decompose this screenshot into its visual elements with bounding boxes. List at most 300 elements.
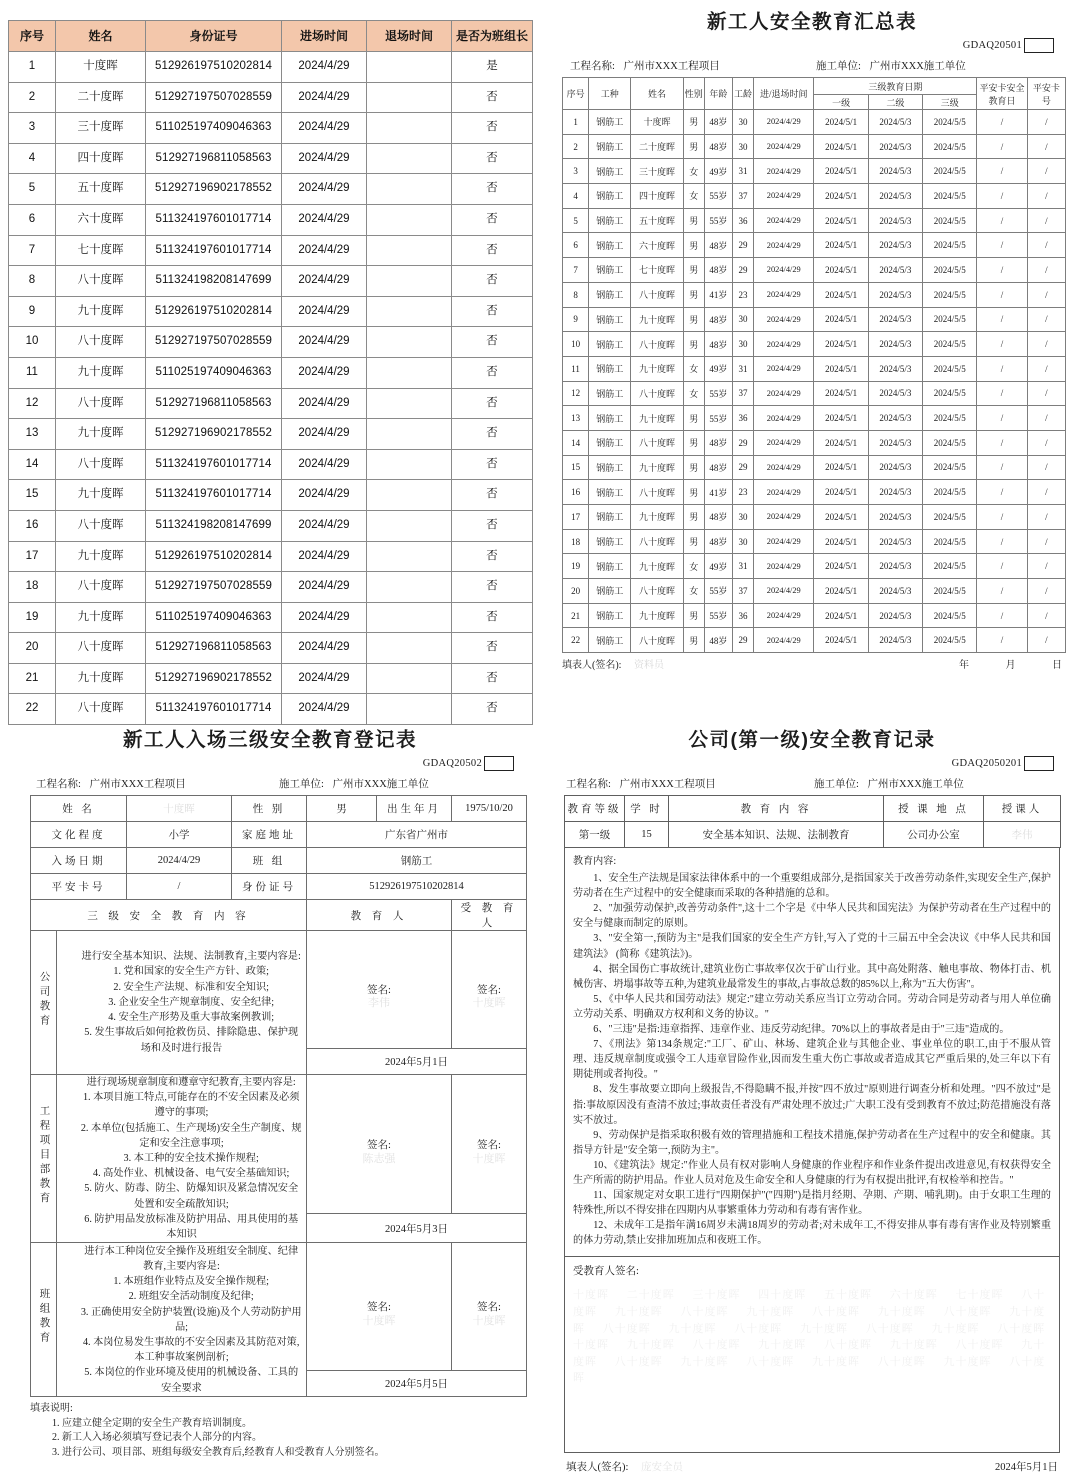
table-row (9, 52, 533, 83)
roster-cell-entry: 2024/4/29 (282, 204, 367, 235)
roster-cell-entry: 2024/4/29 (282, 388, 367, 419)
summary-cell-lv1: 2024/5/1 (814, 307, 868, 332)
summary-cell-age: 55岁 (704, 208, 732, 233)
registration-level-item: 1. 本项目施工特点,可能存在的不安全因素及必须遵守的事项; (82, 1092, 300, 1119)
summary-cell-inout: 2024/4/29 (754, 134, 814, 159)
roster-cell-entry: 2024/4/29 (282, 633, 367, 664)
roster-header-row (9, 21, 533, 52)
summary-cell-inout: 2024/4/29 (754, 208, 814, 233)
roster-cell-name: 二十度晖 (56, 82, 146, 113)
summary-col-name: 姓名 (631, 78, 683, 110)
roster-cell-no: 4 (9, 143, 56, 174)
summary-col-card-no: 平安卡号 (1027, 78, 1065, 110)
record-place-value: 公司办公室 (884, 822, 984, 848)
registration-educatee-sign-cell[interactable] (452, 931, 527, 1049)
registration-row-education (31, 822, 527, 848)
summary-cell-lv2: 2024/5/3 (868, 505, 922, 530)
summary-cell-worklen: 29 (732, 455, 753, 480)
roster-cell-name: 八十度晖 (56, 694, 146, 725)
registration-form-panel (8, 724, 532, 1461)
summary-cell-card-edu: / (977, 554, 1027, 579)
summary-cell-card-no: / (1027, 554, 1065, 579)
roster-cell-name: 九十度晖 (56, 419, 146, 450)
summary-cell-card-edu: / (977, 356, 1027, 381)
summary-cell-lv1: 2024/5/1 (814, 184, 868, 209)
summary-cell-name: 八十度晖 (631, 529, 683, 554)
roster-cell-name: 八十度晖 (56, 510, 146, 541)
summary-cell-card-edu: / (977, 430, 1027, 455)
summary-cell-no: 8 (563, 282, 589, 307)
roster-cell-no: 3 (9, 113, 56, 144)
registration-sign-label: 签名: (367, 1139, 391, 1151)
summary-cell-card-no: / (1027, 159, 1065, 184)
record-unit-value: 广州市XXX施工单位 (867, 779, 964, 790)
roster-cell-no: 11 (9, 357, 56, 388)
table-row (9, 694, 533, 725)
roster-cell-name: 五十度晖 (56, 174, 146, 205)
reg-sex-value[interactable]: 男 (307, 796, 377, 822)
summary-cell-name: 八十度晖 (631, 480, 683, 505)
summary-cell-inout: 2024/4/29 (754, 258, 814, 283)
summary-cell-lv2: 2024/5/3 (868, 110, 922, 135)
table-row (563, 628, 1066, 653)
summary-cell-name: 八十度晖 (631, 381, 683, 406)
record-body-item: 7、《刑法》第134条规定:"工厂、矿山、林场、建筑企业与其他企业、事业单位的职工,由于不服从管理、违反规章制度或强令工人违章冒险作业,因而发生重大伤亡事故或者造成其它严重后果的,处三年以下有期徒刑或者拘役。" (573, 1039, 1051, 1081)
summary-cell-card-edu: / (977, 110, 1027, 135)
summary-cell-lv2: 2024/5/3 (868, 603, 922, 628)
summary-cell-lv2: 2024/5/3 (868, 554, 922, 579)
roster-cell-exit (367, 82, 452, 113)
record-body-item: 10、《建筑法》规定:"作业人员有权对影响人身健康的作业程序和作业条件提出改进意见,有权获得安全生产所需的防护用品。作业人员对危及生命安全和人身健康的行为有权提出批评,有权检举和控告。" (573, 1159, 1051, 1186)
reg-edu-value[interactable]: 小学 (127, 822, 232, 848)
roster-cell-leader: 否 (452, 174, 533, 205)
summary-cell-lv3: 2024/5/5 (923, 455, 977, 480)
registration-note-item: 2. 新工人入场必须填写登记表个人部分的内容。 (52, 1432, 262, 1444)
registration-note-item: 3. 进行公司、项目部、班组每级安全教育后,经教育人和受教育人分别签名。 (52, 1447, 385, 1459)
summary-cell-lv2: 2024/5/3 (868, 258, 922, 283)
table-row (563, 307, 1066, 332)
roster-cell-entry: 2024/4/29 (282, 694, 367, 725)
summary-cell-no: 1 (563, 110, 589, 135)
summary-cell-lv2: 2024/5/3 (868, 480, 922, 505)
safety-education-summary-panel (552, 6, 1072, 671)
registration-level-item: 3. 企业安全生产规章制度、安全纪律; (108, 996, 275, 1008)
summary-cell-lv1: 2024/5/1 (814, 603, 868, 628)
reg-birth-label: 出生年月 (377, 796, 452, 822)
reg-addr-label: 家庭地址 (232, 822, 307, 848)
roster-cell-leader: 否 (452, 113, 533, 144)
summary-cell-lv3: 2024/5/5 (923, 381, 977, 406)
summary-cell-inout: 2024/4/29 (754, 356, 814, 381)
summary-cell-name: 二十度晖 (631, 134, 683, 159)
roster-cell-entry: 2024/4/29 (282, 235, 367, 266)
summary-cell-name: 三十度晖 (631, 159, 683, 184)
reg-idno-label: 身份证号 (232, 874, 307, 900)
summary-cell-worklen: 29 (732, 628, 753, 653)
record-footer-signature: 庞安全员 (641, 1462, 684, 1474)
summary-cell-age: 55岁 (704, 381, 732, 406)
summary-cell-lv3: 2024/5/5 (923, 406, 977, 431)
registration-level-side-text: 班组教育 (38, 1288, 50, 1347)
table-row (9, 296, 533, 327)
record-project-value: 广州市XXX工程项目 (619, 779, 716, 790)
summary-cell-lv3: 2024/5/5 (923, 505, 977, 530)
summary-cell-lv3: 2024/5/5 (923, 184, 977, 209)
summary-cell-age: 55岁 (704, 406, 732, 431)
summary-cell-age: 48岁 (704, 233, 732, 258)
roster-cell-id: 511324198208147699 (146, 266, 282, 297)
summary-cell-lv1: 2024/5/1 (814, 208, 868, 233)
reg-team-value[interactable]: 钢筋工 (307, 848, 527, 874)
summary-cell-trade: 钢筋工 (589, 356, 631, 381)
registration-level-content (57, 1243, 307, 1397)
summary-cell-lv3: 2024/5/5 (923, 307, 977, 332)
roster-col-entry: 进场时间 (282, 21, 367, 52)
registration-table (30, 795, 527, 1397)
summary-cell-trade: 钢筋工 (589, 184, 631, 209)
summary-cell-lv3: 2024/5/5 (923, 628, 977, 653)
table-row (9, 633, 533, 664)
summary-title: 新工人安全教育汇总表 (706, 11, 917, 33)
summary-cell-sex: 男 (683, 208, 704, 233)
table-row (9, 174, 533, 205)
company-education-record-panel (552, 724, 1072, 1474)
registration-notes (30, 1402, 532, 1460)
summary-code-box[interactable] (1024, 38, 1054, 53)
summary-cell-card-no: / (1027, 110, 1065, 135)
summary-cell-card-edu: / (977, 480, 1027, 505)
registration-level-item: 6. 防护用品发放标准及防护用品、用具使用的基本知识 (84, 1213, 299, 1241)
summary-cell-age: 48岁 (704, 628, 732, 653)
summary-cell-lv2: 2024/5/3 (868, 184, 922, 209)
registration-level-item: 4. 高处作业、机械设备、电气安全基础知识; (92, 1168, 290, 1180)
registration-level-row (31, 1075, 527, 1214)
summary-cell-lv1: 2024/5/1 (814, 332, 868, 357)
roster-cell-exit (367, 174, 452, 205)
summary-cell-lv2: 2024/5/3 (868, 455, 922, 480)
table-row (9, 266, 533, 297)
summary-cell-trade: 钢筋工 (589, 381, 631, 406)
roster-cell-name: 十度晖 (56, 52, 146, 83)
summary-cell-no: 20 (563, 579, 589, 604)
summary-col-group: 三级教育日期 (814, 78, 977, 95)
table-row (563, 134, 1066, 159)
summary-cell-card-edu: / (977, 628, 1027, 653)
registration-educator-sign-cell[interactable] (307, 1243, 452, 1371)
summary-unit-label: 施工单位: (816, 61, 861, 72)
summary-cell-age: 48岁 (704, 134, 732, 159)
reg-entry-label: 入场日期 (31, 848, 127, 874)
roster-cell-name: 三十度晖 (56, 113, 146, 144)
table-row (9, 143, 533, 174)
record-body-label: 教育内容: (573, 856, 617, 867)
summary-cell-sex: 女 (683, 356, 704, 381)
summary-cell-trade: 钢筋工 (589, 603, 631, 628)
summary-cell-no: 11 (563, 356, 589, 381)
registration-row-entry (31, 848, 527, 874)
roster-col-no: 序号 (9, 21, 56, 52)
record-body-item: 2、"加强劳动保护,改善劳动条件",这十二个字是《中华人民共和国宪法》为保护劳动者在生产过程中的安全与健康而制定的原则。 (573, 903, 1051, 930)
table-row (9, 113, 533, 144)
summary-cell-inout: 2024/4/29 (754, 628, 814, 653)
summary-cell-no: 15 (563, 455, 589, 480)
summary-col-lv1: 一级 (814, 95, 868, 110)
reg-card-value[interactable]: / (127, 874, 232, 900)
registration-unit-value: 广州市XXX施工单位 (332, 779, 429, 790)
summary-cell-card-no: / (1027, 208, 1065, 233)
summary-cell-lv2: 2024/5/3 (868, 381, 922, 406)
roster-cell-entry: 2024/4/29 (282, 357, 367, 388)
registration-level-side-text: 工程项目部教育 (38, 1105, 50, 1207)
summary-project-value: 广州市XXX工程项目 (623, 61, 720, 72)
roster-cell-id: 511324197601017714 (146, 694, 282, 725)
summary-cell-lv3: 2024/5/5 (923, 233, 977, 258)
summary-cell-age: 48岁 (704, 258, 732, 283)
table-row (563, 529, 1066, 554)
summary-cell-card-edu: / (977, 307, 1027, 332)
record-code-box[interactable] (1024, 756, 1054, 771)
summary-cell-trade: 钢筋工 (589, 258, 631, 283)
registration-level-row (31, 1243, 527, 1371)
summary-cell-trade: 钢筋工 (589, 628, 631, 653)
record-header-row (565, 796, 1061, 822)
summary-cell-lv3: 2024/5/5 (923, 282, 977, 307)
roster-col-leader: 是否为班组长 (452, 21, 533, 52)
summary-cell-worklen: 23 (732, 480, 753, 505)
reg-birth-value[interactable]: 1975/10/20 (452, 796, 527, 822)
record-body (564, 848, 1060, 1257)
roster-cell-no: 7 (9, 235, 56, 266)
registration-sign-label: 签名: (477, 1139, 501, 1151)
summary-cell-lv3: 2024/5/5 (923, 603, 977, 628)
summary-cell-card-no: / (1027, 628, 1065, 653)
registration-meta-row (8, 776, 532, 795)
summary-cell-name: 八十度晖 (631, 282, 683, 307)
registration-code-box[interactable] (484, 756, 514, 771)
summary-cell-lv3: 2024/5/5 (923, 579, 977, 604)
roster-cell-name: 四十度晖 (56, 143, 146, 174)
registration-level-item: 1. 党和国家的安全生产方针、政策; (113, 966, 270, 978)
summary-cell-card-edu: / (977, 134, 1027, 159)
summary-cell-card-no: / (1027, 505, 1065, 530)
roster-cell-leader: 否 (452, 327, 533, 358)
roster-cell-leader: 否 (452, 541, 533, 572)
summary-col-age: 年龄 (704, 78, 732, 110)
summary-cell-card-edu: / (977, 258, 1027, 283)
roster-cell-name: 八十度晖 (56, 572, 146, 603)
summary-cell-age: 48岁 (704, 430, 732, 455)
summary-cell-age: 55岁 (704, 184, 732, 209)
registration-level-item: 2. 班组安全活动制度及纪律; (128, 1291, 254, 1303)
summary-cell-worklen: 30 (732, 110, 753, 135)
reg-entry-value[interactable]: 2024/4/29 (127, 848, 232, 874)
summary-cell-sex: 女 (683, 579, 704, 604)
summary-cell-name: 九十度晖 (631, 356, 683, 381)
registration-project-label: 工程名称: (36, 779, 81, 790)
summary-cell-lv1: 2024/5/1 (814, 134, 868, 159)
summary-cell-card-no: / (1027, 529, 1065, 554)
reg-addr-value[interactable]: 广东省广州市 (307, 822, 527, 848)
summary-cell-worklen: 29 (732, 430, 753, 455)
roster-cell-exit (367, 633, 452, 664)
summary-cell-age: 48岁 (704, 529, 732, 554)
roster-cell-name: 六十度晖 (56, 204, 146, 235)
summary-cell-worklen: 29 (732, 233, 753, 258)
summary-cell-sex: 男 (683, 505, 704, 530)
reg-idno-value[interactable]: 512926197510202814 (307, 874, 527, 900)
registration-educatee-sign-cell[interactable] (452, 1243, 527, 1371)
table-row (563, 159, 1066, 184)
summary-cell-inout: 2024/4/29 (754, 430, 814, 455)
summary-cell-no: 7 (563, 258, 589, 283)
roster-cell-id: 511324197601017714 (146, 449, 282, 480)
roster-cell-exit (367, 235, 452, 266)
summary-cell-card-no: / (1027, 430, 1065, 455)
summary-cell-name: 六十度晖 (631, 233, 683, 258)
summary-cell-inout: 2024/4/29 (754, 307, 814, 332)
roster-cell-entry: 2024/4/29 (282, 510, 367, 541)
summary-cell-worklen: 36 (732, 208, 753, 233)
roster-cell-entry: 2024/4/29 (282, 143, 367, 174)
record-body-item: 6、"三违"是指:违章指挥、违章作业、违反劳动纪律。70%以上的事故者是由于"三违"造成的。 (593, 1024, 1010, 1036)
roster-cell-no: 13 (9, 419, 56, 450)
summary-footer-date (925, 656, 1062, 671)
registration-level-lead: 进行本工种岗位安全操作及班组安全制度、纪律教育,主要内容是: (84, 1245, 299, 1272)
table-row (563, 381, 1066, 406)
reg-card-label: 平安卡号 (31, 874, 127, 900)
roster-cell-entry: 2024/4/29 (282, 541, 367, 572)
registration-educator-sign-cell[interactable] (307, 931, 452, 1049)
summary-cell-age: 49岁 (704, 356, 732, 381)
table-row (563, 356, 1066, 381)
summary-footer-day: 日 (1052, 660, 1062, 672)
summary-cell-inout: 2024/4/29 (754, 554, 814, 579)
registration-educator-sign: 十度晖 (362, 1314, 396, 1327)
record-body-item: 9、劳动保护是指采取积极有效的管理措施和工程技术措施,保护劳动者在生产过程中的安全和健康。其指导方针是"安全第一,预防为主"。 (573, 1129, 1051, 1156)
summary-cell-name: 八十度晖 (631, 430, 683, 455)
summary-col-inout: 进/退场时间 (754, 78, 814, 110)
roster-cell-leader: 否 (452, 266, 533, 297)
summary-cell-lv1: 2024/5/1 (814, 455, 868, 480)
roster-col-name: 姓名 (56, 21, 146, 52)
summary-cell-name: 七十度晖 (631, 258, 683, 283)
roster-cell-entry: 2024/4/29 (282, 266, 367, 297)
summary-cell-card-no: / (1027, 332, 1065, 357)
summary-cell-worklen: 30 (732, 529, 753, 554)
registration-level-lead: 进行安全基本知识、法规、法制教育,主要内容是: (81, 951, 301, 963)
summary-col-card-edu: 平安卡安全教育日 (977, 78, 1027, 110)
record-col-content: 教 育 内 容 (669, 796, 884, 822)
roster-cell-no: 9 (9, 296, 56, 327)
registration-title: 新工人入场三级安全教育登记表 (122, 729, 417, 751)
roster-cell-no: 21 (9, 663, 56, 694)
table-row (563, 184, 1066, 209)
roster-cell-id: 512927196902178552 (146, 419, 282, 450)
roster-cell-no: 18 (9, 572, 56, 603)
reg-name-value[interactable]: 十度晖 (127, 796, 232, 822)
registration-educatee-sign: 十度晖 (472, 997, 506, 1010)
summary-cell-sex: 男 (683, 110, 704, 135)
roster-cell-name: 九十度晖 (56, 480, 146, 511)
record-content-value: 安全基本知识、法规、法制教育 (669, 822, 884, 848)
registration-level-item: 4. 本岗位易发生事故的不安全因素及其防范对策,本工种事故案例剖析; (82, 1336, 300, 1364)
registration-code: GDAQ20502 (422, 758, 482, 769)
table-row (9, 204, 533, 235)
table-row (9, 357, 533, 388)
record-col-level: 教育等级 (565, 796, 625, 822)
worker-roster-table-panel (8, 20, 532, 725)
summary-cell-worklen: 36 (732, 406, 753, 431)
summary-cell-card-edu: / (977, 233, 1027, 258)
summary-cell-card-edu: / (977, 455, 1027, 480)
summary-cell-lv3: 2024/5/5 (923, 430, 977, 455)
table-row (563, 430, 1066, 455)
summary-cell-trade: 钢筋工 (589, 332, 631, 357)
summary-cell-sex: 男 (683, 258, 704, 283)
roster-cell-name: 八十度晖 (56, 266, 146, 297)
summary-cell-card-no: / (1027, 603, 1065, 628)
table-row (563, 332, 1066, 357)
summary-cell-sex: 男 (683, 603, 704, 628)
summary-cell-name: 九十度晖 (631, 603, 683, 628)
summary-cell-no: 22 (563, 628, 589, 653)
summary-cell-lv2: 2024/5/3 (868, 233, 922, 258)
summary-cell-name: 八十度晖 (631, 332, 683, 357)
summary-cell-name: 九十度晖 (631, 455, 683, 480)
record-hours-value: 15 (625, 822, 669, 848)
record-unit-label: 施工单位: (814, 779, 859, 790)
table-row (9, 419, 533, 450)
roster-cell-leader: 否 (452, 204, 533, 235)
roster-cell-exit (367, 449, 452, 480)
record-col-place: 授 课 地 点 (884, 796, 984, 822)
record-footer (566, 1459, 1058, 1474)
record-teacher-value: 李伟 (984, 822, 1061, 848)
registration-educatee-sign-cell[interactable] (452, 1075, 527, 1214)
roster-cell-no: 6 (9, 204, 56, 235)
summary-cell-age: 48岁 (704, 110, 732, 135)
roster-cell-entry: 2024/4/29 (282, 449, 367, 480)
reg-educator-header: 教 育 人 (307, 900, 452, 931)
table-row (9, 572, 533, 603)
record-signature-area[interactable] (564, 1257, 1060, 1453)
summary-cell-age: 41岁 (704, 480, 732, 505)
summary-code: GDAQ20501 (962, 40, 1022, 51)
roster-cell-no: 12 (9, 388, 56, 419)
roster-cell-id: 511324197601017714 (146, 235, 282, 266)
record-col-hours: 学 时 (625, 796, 669, 822)
registration-educator-sign: 李伟 (368, 997, 390, 1010)
registration-row-name (31, 796, 527, 822)
summary-table (562, 77, 1066, 653)
registration-educator-sign: 陈志强 (362, 1152, 396, 1165)
summary-cell-name: 九十度晖 (631, 505, 683, 530)
summary-cell-worklen: 37 (732, 381, 753, 406)
summary-cell-card-edu: / (977, 159, 1027, 184)
roster-cell-entry: 2024/4/29 (282, 572, 367, 603)
worker-roster-table (8, 20, 533, 725)
summary-cell-worklen: 31 (732, 159, 753, 184)
summary-cell-trade: 钢筋工 (589, 110, 631, 135)
summary-cell-age: 48岁 (704, 332, 732, 357)
roster-cell-name: 八十度晖 (56, 633, 146, 664)
record-meta-row (552, 776, 1072, 795)
registration-educator-sign-cell[interactable] (307, 1075, 452, 1214)
record-body-item: 1、安全生产法规是国家法律体系中的一个重要组成部分,是指国家关于改善劳动条件,实现安全生产,保护劳动者在生产过程中的安全健康而采取的各种措施的总和。 (573, 873, 1051, 900)
summary-cell-lv1: 2024/5/1 (814, 356, 868, 381)
registration-project-value: 广州市XXX工程项目 (89, 779, 186, 790)
roster-cell-no: 15 (9, 480, 56, 511)
